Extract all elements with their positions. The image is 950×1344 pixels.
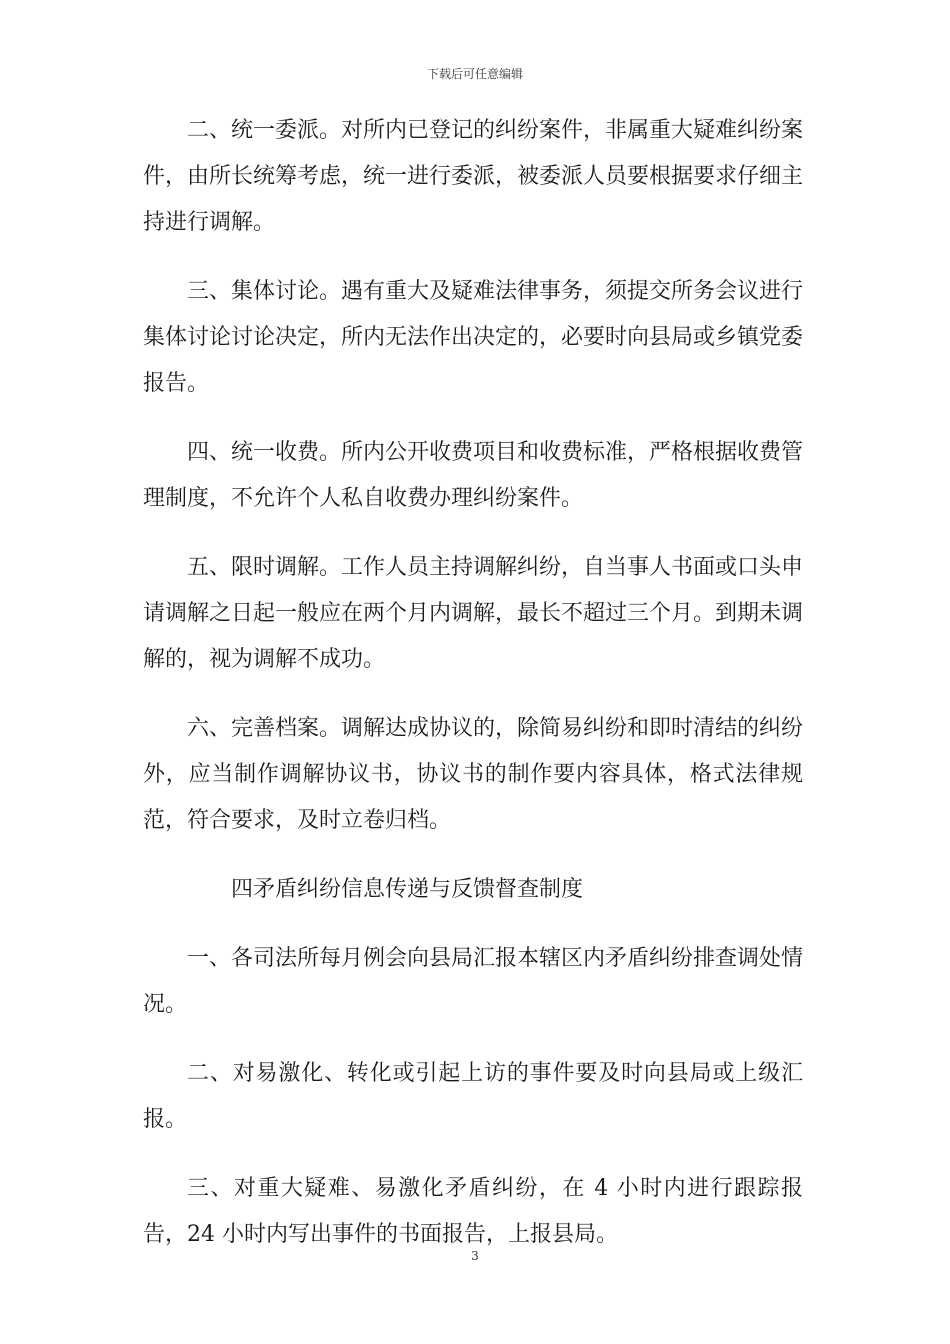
section-heading: 四矛盾纠纷信息传递与反馈督查制度 [231, 877, 584, 902]
paragraph-timely-report: 二、对易激化、转化或引起上访的事件要及时向县局或上级汇报。 [143, 1061, 803, 1132]
paragraph-collective-discussion: 三、集体讨论。遇有重大及疑难法律事务，须提交所务会议进行集体讨论讨论决定，所内无法作出决定的，必要时向县局或乡镇党委报告。 [143, 279, 804, 396]
paragraph-unified-assignment: 二、统一委派。对所内已登记的纠纷案件，非属重大疑难纠纷案件，由所长统筹考虑，统一进行委派，被委派人员要根据要求仔细主持进行调解。 [143, 118, 804, 235]
paragraph-archive-improvement: 六、完善档案。调解达成协议的，除简易纠纷和即时清结的纠纷外，应当制作调解协议书，协议书的制作要内容具体，格式法律规范，符合要求，及时立卷归档。 [143, 716, 804, 833]
paragraph-monthly-report: 一、各司法所每月例会向县局汇报本辖区内矛盾纠纷排查调处情况。 [143, 946, 804, 1017]
paragraph-tracking-report: 三、对重大疑难、易激化矛盾纠纷，在 4 小时内进行跟踪报告，24 小时内写出事件的书面报告，上报县局。 [143, 1176, 803, 1247]
page-header: 下载后可任意编辑 [426, 67, 523, 81]
document-body [143, 108, 803, 1281]
paragraph-time-limited-mediation: 五、限时调解。工作人员主持调解纠纷，自当事人书面或口头申请调解之日起一般应在两个月内调解，最长不超过三个月。到期未调解的，视为调解不成功。 [143, 555, 804, 672]
paragraph-unified-fees: 四、统一收费。所内公开收费项目和收费标准，严格根据收费管理制度，不允许个人私自收费办理纠纷案件。 [143, 440, 804, 511]
page-number: 3 [471, 1249, 479, 1263]
